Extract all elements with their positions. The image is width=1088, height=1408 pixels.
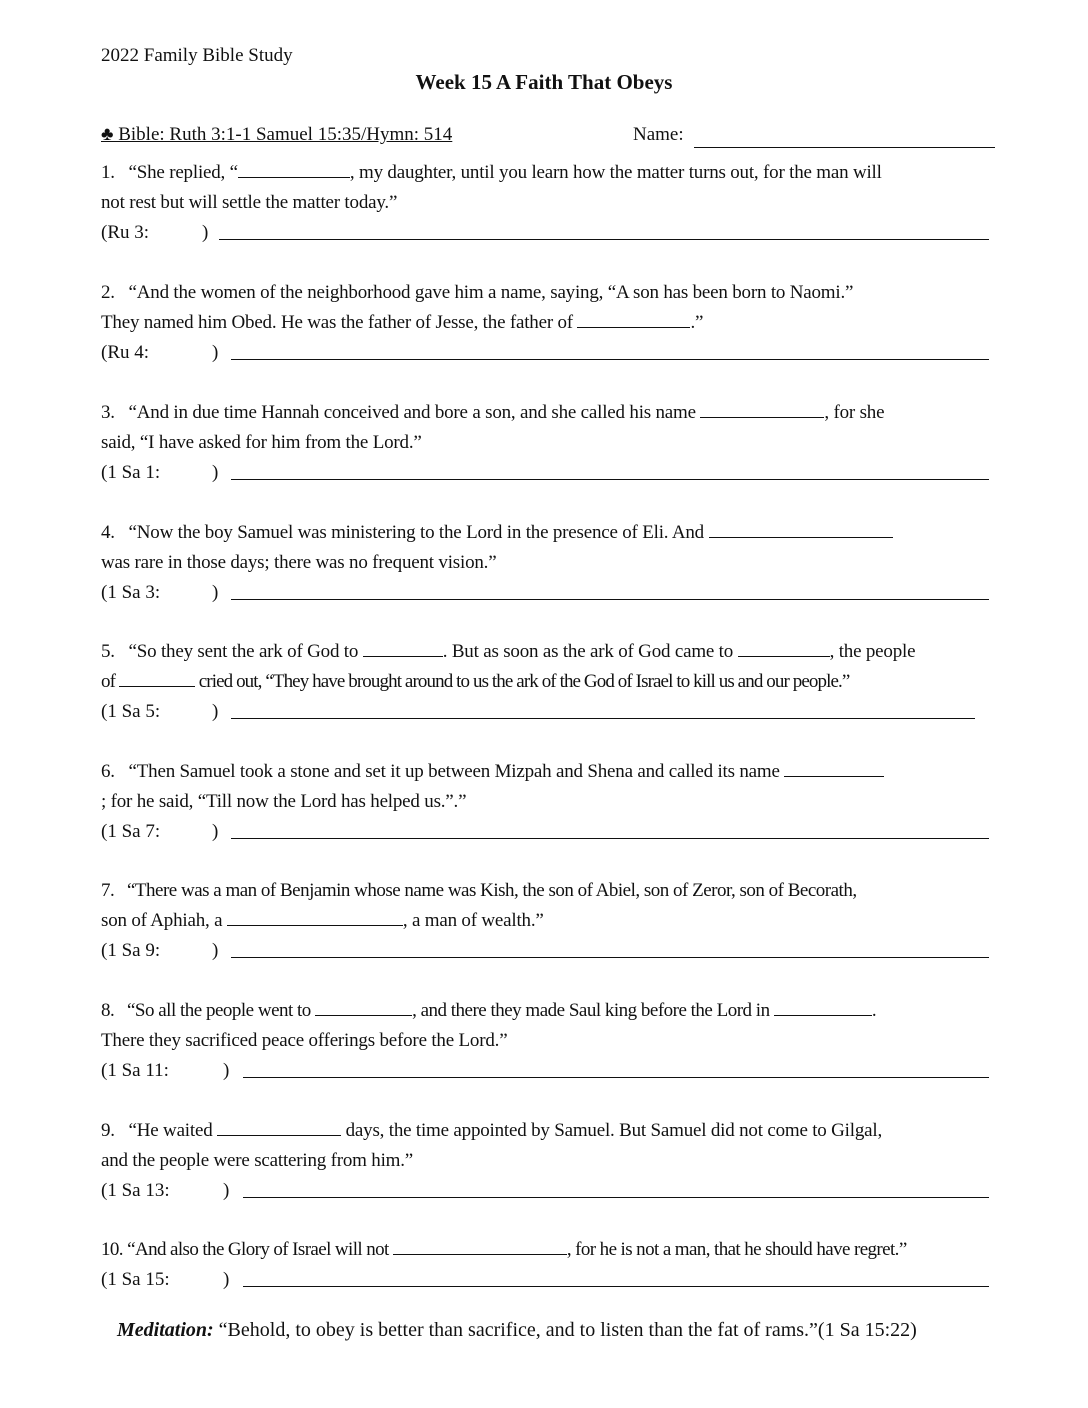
question-number: 3.: [101, 402, 115, 423]
reference-row: (1 Sa 13: ): [101, 1176, 989, 1206]
page-title: Week 15 A Faith That Obeys: [415, 70, 673, 94]
meditation-verse: [117, 1319, 917, 1342]
reference-label: (1 Sa 7:: [101, 821, 161, 842]
reference-answer-line[interactable]: [231, 599, 989, 600]
reference-label: (1 Sa 3:: [101, 582, 161, 603]
question-8-text: 8. “So all the people went to , and there they made Saul king before the Lord in .: [101, 996, 989, 1026]
question-2-text: 2. “And the women of the neighborhood gave him a name, saying, “A son has been born to Naomi.”: [101, 282, 854, 303]
question-number: 9.: [101, 1120, 115, 1141]
question-6: 6. “Then Samuel took a stone and set it up between Mizpah and Shena and called its name ; for he said, “Till now the Lord has helped us.”.” (1 Sa 7: ): [101, 757, 989, 847]
answer-blank[interactable]: [393, 1236, 567, 1255]
answer-blank[interactable]: [784, 758, 884, 777]
question-4: 4. “Now the boy Samuel was ministering to the Lord in the presence of Eli. And was rare in those days; there was no frequent vision.” (1 Sa 3: ): [101, 518, 989, 608]
answer-blank[interactable]: [700, 399, 824, 418]
reference-row: (1 Sa 5: ): [101, 697, 989, 727]
question-9-text: 9. “He waited days, the time appointed by Samuel. But Samuel did not come to Gilgal,: [101, 1116, 989, 1146]
reference-answer-line[interactable]: [231, 838, 989, 839]
answer-blank[interactable]: [738, 638, 830, 657]
question-number: 1.: [101, 162, 115, 183]
question-1: 1. “She replied, “ , my daughter, until you learn how the matter turns out, for the man will not rest but will settle the matter today.” (Ru 3: ): [101, 158, 989, 248]
reference-label: (1 Sa 15:: [101, 1269, 170, 1290]
reference-label: (1 Sa 9:: [101, 940, 161, 961]
bible-name-row: [101, 124, 989, 150]
reference-row: (1 Sa 1: ): [101, 458, 989, 488]
reference-label: (1 Sa 1:: [101, 462, 161, 483]
answer-blank[interactable]: [238, 159, 350, 178]
question-4-text: 4. “Now the boy Samuel was ministering to the Lord in the presence of Eli. And: [101, 518, 989, 548]
reference-answer-line[interactable]: [243, 1286, 989, 1287]
question-9: 9. “He waited days, the time appointed by Samuel. But Samuel did not come to Gilgal, and the people were scattering from him.” (1 Sa 13: ): [101, 1116, 989, 1206]
name-field[interactable]: [694, 147, 995, 148]
question-7-text: 7. “There was a man of Benjamin whose name was Kish, the son of Abiel, son of Zeror, son of Becorath,: [101, 880, 857, 901]
question-number: 2.: [101, 282, 115, 303]
reference-answer-line[interactable]: [231, 957, 989, 958]
question-number: 7.: [101, 880, 115, 901]
reference-row: (1 Sa 15: ): [101, 1265, 989, 1295]
question-5-text: 5. “So they sent the ark of God to . But as soon as the ark of God came to , the people: [101, 637, 989, 667]
question-8: 8. “So all the people went to , and there they made Saul king before the Lord in . There they sacrificed peace offerings before the Lord.” (1 Sa 11: ): [101, 996, 989, 1086]
meditation-text: “Behold, to obey is better than sacrifice, and to listen than the fat of rams.”(1 Sa 15:22): [213, 1319, 917, 1341]
reference-answer-line[interactable]: [243, 1197, 989, 1198]
reference-row: (Ru 4: ): [101, 338, 989, 368]
meditation-label: Meditation:: [117, 1319, 214, 1341]
question-number: 8.: [101, 1000, 115, 1021]
answer-blank[interactable]: [217, 1117, 341, 1136]
question-3-text: 3. “And in due time Hannah conceived and bore a son, and she called his name , for she: [101, 398, 989, 428]
reference-label: (Ru 4:: [101, 342, 150, 363]
answer-blank[interactable]: [119, 668, 195, 687]
reference-label: (1 Sa 13:: [101, 1180, 170, 1201]
organization-header: 2022 Family Bible Study: [101, 45, 293, 66]
question-10-text: 10. “And also the Glory of Israel will not , for he is not a man, that he should have regret.”: [101, 1235, 989, 1265]
reference-row: (1 Sa 11: ): [101, 1056, 989, 1086]
question-7: 7. “There was a man of Benjamin whose name was Kish, the son of Abiel, son of Zeror, son of Becorath, son of Aphiah, a , a man of wealth.” (1 Sa 9: ): [101, 876, 989, 966]
question-1-text: 1. “She replied, “ , my daughter, until you learn how the matter turns out, for the man will: [101, 158, 989, 188]
question-number: 6.: [101, 761, 115, 782]
reference-answer-line[interactable]: [231, 479, 989, 480]
question-10: [101, 1235, 989, 1295]
reference-row: (1 Sa 7: ): [101, 817, 989, 847]
question-2: 2. “And the women of the neighborhood gave him a name, saying, “A son has been born to Naomi.” They named him Obed. He was the father of Jesse, the father of .” (Ru 4: ): [101, 278, 989, 368]
name-label: Name:: [633, 124, 684, 145]
answer-blank[interactable]: [315, 997, 412, 1016]
question-6-text: 6. “Then Samuel took a stone and set it up between Mizpah and Shena and called its name: [101, 757, 989, 787]
question-number: 10.: [101, 1239, 123, 1260]
reference-row: (Ru 3: ): [101, 218, 989, 248]
reference-label: (1 Sa 5:: [101, 701, 161, 722]
reference-label: (1 Sa 11:: [101, 1060, 169, 1081]
reference-row: (1 Sa 3: ): [101, 578, 989, 608]
reference-answer-line[interactable]: [231, 359, 989, 360]
answer-blank[interactable]: [363, 638, 443, 657]
question-5: 5. “So they sent the ark of God to . But as soon as the ark of God came to , the people of cried out, “They have brought around to us the ark of the God of Israel to kill us and our people.” (1 Sa 5: ): [101, 637, 989, 727]
question-number: 4.: [101, 522, 115, 543]
question-3: 3. “And in due time Hannah conceived and bore a son, and she called his name , for she said, “I have asked for him from the Lord.” (1 Sa 1: ): [101, 398, 989, 488]
answer-blank[interactable]: [709, 519, 893, 538]
reference-row: (1 Sa 9: ): [101, 936, 989, 966]
reference-answer-line[interactable]: [219, 239, 989, 240]
answer-blank[interactable]: [227, 907, 403, 926]
answer-blank[interactable]: [577, 309, 690, 328]
reference-answer-line[interactable]: [231, 718, 975, 719]
answer-blank[interactable]: [774, 997, 872, 1016]
reference-label: (Ru 3:: [101, 222, 150, 243]
question-number: 5.: [101, 641, 115, 662]
bible-reading-line: ♣ Bible: Ruth 3:1-1 Samuel 15:35/Hymn: 514: [101, 124, 453, 145]
reference-answer-line[interactable]: [243, 1077, 989, 1078]
